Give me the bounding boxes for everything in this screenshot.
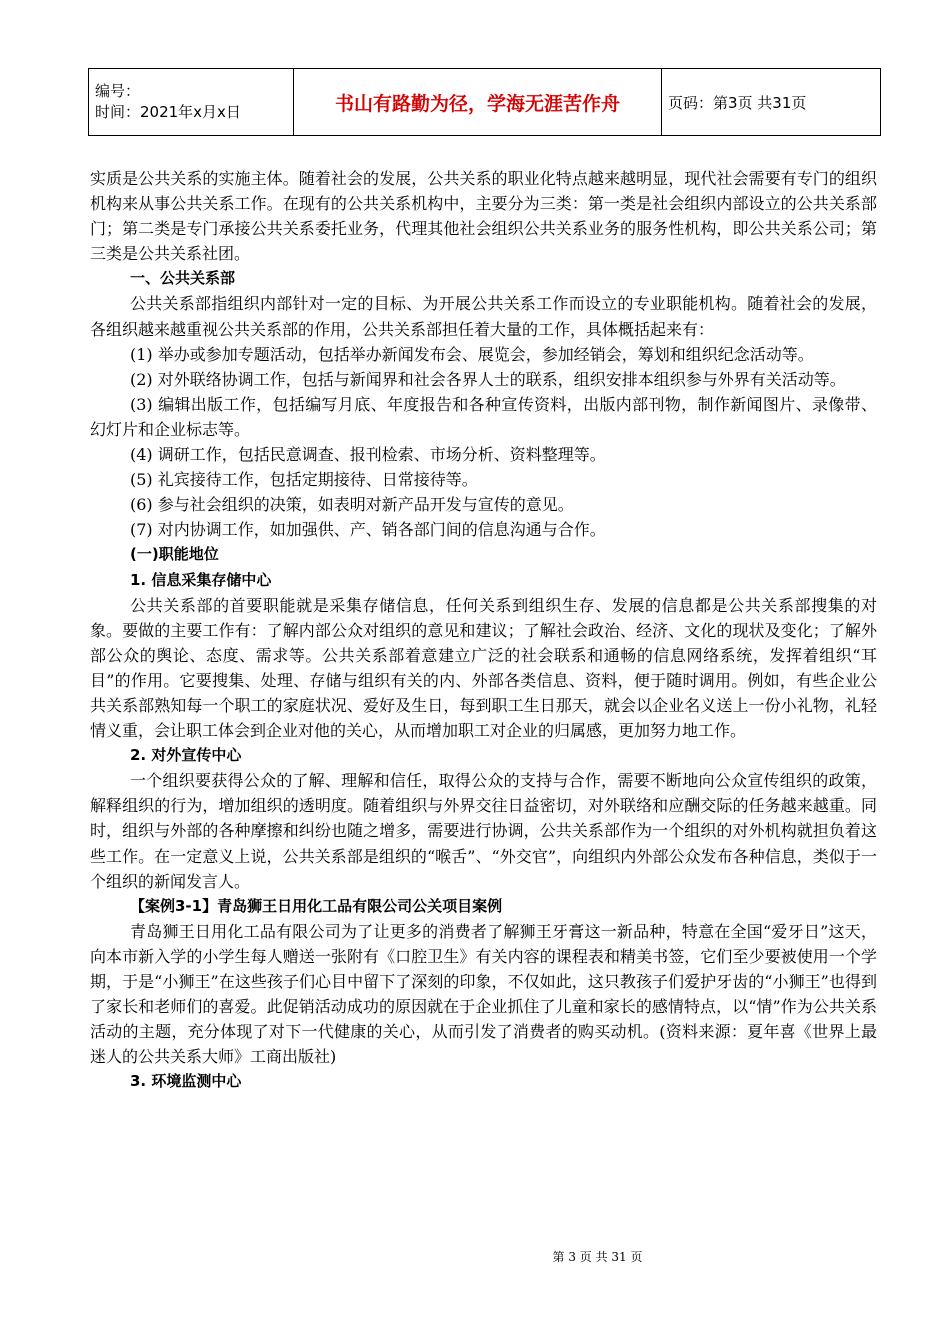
list-item: (1) 举办或参加专题活动，包括举办新闻发布会、展览会，参加经销会，筹划和组织纪念活动等。 <box>130 344 814 364</box>
list-item: (5) 礼宾接待工作，包括定期接待、日常接待等。 <box>130 470 478 490</box>
body-paragraph: 实质是公共关系的实施主体。随着社会的发展，公共关系的职业化特点越来越明显，现代社会需要有专门的组织机构来从事公共关系工作。在现有的公共关系机构中，主要分为三类：第一类是社会组织内部设立的公共关系部门；第二类是专门承接公共关系委托业务，代理其他社会组织公共关系业务的服务性机构，即公共关系公司；第三类是公共关系社团。 <box>90 169 877 264</box>
list-item: (3) 编辑出版工作，包括编写月底、年度报告和各种宣传资料，出版内部刊物，制作新闻图片、录像带、幻灯片和企业标志等。 <box>90 394 877 439</box>
list-item: (2) 对外联络协调工作，包括与新闻界和社会各界人士的联系，组织安排本组织参与外界有关活动等。 <box>130 369 846 389</box>
subsection-heading: 3. 环境监测中心 <box>130 1072 242 1091</box>
list-item: (6) 参与社会组织的决策，如表明对新产品开发与宣传的意见。 <box>130 495 574 515</box>
subsection-heading: 1. 信息采集存储中心 <box>130 570 272 589</box>
document-body <box>90 166 877 1094</box>
header-meta-cell <box>89 69 294 136</box>
document-number-label: 编号： <box>95 82 141 100</box>
page-footer <box>0 1248 950 1265</box>
body-paragraph: 一个组织要获得公众的了解、理解和信任，取得公众的支持与合作，需要不断地向公众宣传组织的政策，解释组织的行为，增加组织的透明度。随着组织与外界交往日益密切，对外联络和应酬交际的任务越来越重。同时，组织与外部的各种摩擦和纠纷也随之增多，需要进行协调，公共关系部作为一个组织的对外机构就担负着这些工作。在一定意义上说，公共关系部是组织的“喉舌”、“外交官”，向组织内外部公众发布各种信息，类似于一个组织的新闻发言人。 <box>90 771 877 891</box>
body-paragraph: 公共关系部的首要职能就是采集存储信息，任何关系到组织生存、发展的信息都是公共关系部搜集的对象。要做的主要工作有：了解内部公众对组织的意见和建议；了解社会政治、经济、文化的现状及变化；了解外部公众的舆论、态度、需求等。公共关系部着意建立广泛的社会联系和通畅的信息网络系统，发挥着组织“耳目”的作用。它要搜集、处理、存储与组织有关的内、外部各类信息、资料，便于随时调用。例如，有些企业公共关系部熟知每一个职工的家庭状况、爱好及生日，每到职工生日那天，就会以企业名义送上一份小礼物，礼轻情义重，会让职工体会到企业对他的关心，从而增加职工对企业的归属感，更加努力地工作。 <box>90 595 877 741</box>
list-item: (7) 对内协调工作，如加强供、产、销各部门间的信息沟通与合作。 <box>130 520 606 540</box>
section-heading: 一、公共关系部 <box>130 269 236 288</box>
subsection-heading: 2. 对外宣传中心 <box>130 746 242 765</box>
header-motto: 书山有路勤为径，学海无涯苦作舟 <box>294 69 662 136</box>
subsection-heading: (一)职能地位 <box>130 545 219 564</box>
document-time-label: 时间：2021年x月x日 <box>95 103 241 121</box>
document-header <box>88 68 881 136</box>
case-heading: 【案例3-1】青岛狮王日用化工品有限公司公关项目案例 <box>130 896 503 915</box>
list-item: (4) 调研工作，包括民意调查、报刊检索、市场分析、资料整理等。 <box>130 445 606 465</box>
body-paragraph: 公共关系部指组织内部针对一定的目标、为开展公共关系工作而设立的专业职能机构。随着社会的发展，各组织越来越重视公共关系部的作用，公共关系部担任着大量的工作，具体概括起来有： <box>90 294 877 339</box>
footer-page-number: 第 3 页 共 31 页 <box>552 1250 643 1264</box>
header-page-label: 页码：第3页 共31页 <box>662 69 881 136</box>
case-paragraph: 青岛狮王日用化工品有限公司为了让更多的消费者了解狮王牙膏这一新品种，特意在全国“爱牙日”这天，向本市新入学的小学生每人赠送一张附有《口腔卫生》有关内容的课程表和精美书签，它们至少要被使用一个学期，于是“小狮王”在这些孩子们心目中留下了深刻的印象，不仅如此，这只教孩子们爱护牙齿的“小狮王”也得到了家长和老师们的喜爱。此促销活动成功的原因就在于企业抓住了儿童和家长的感情特点，以“情”作为公共关系活动的主题，充分体现了对下一代健康的关心，从而引发了消费者的购买动机。(资料来源：夏年喜《世界上最迷人的公共关系大师》工商出版社) <box>90 921 877 1067</box>
